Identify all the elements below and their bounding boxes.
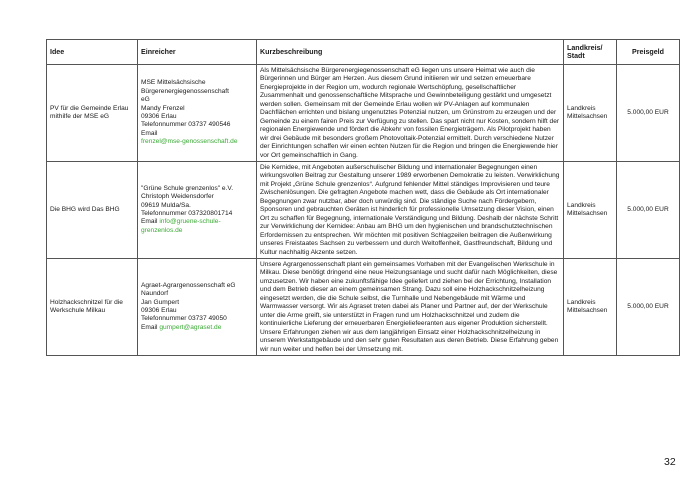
description-cell: Die Kernidee, mit Angeboten außerschulischer Bildung und internationaler Begegnungen einen wirkungsvollen Beitrag zur Gestaltung unserer 1989 erworbenen Demokratie zu leisten. Verwirklichung mit Projekt „Grüne Schule grenzenlos“. Aufgrund fehlender Mittel ständiges Improvisieren und teure Zwischenlösungen. Die gefragten Angebote machen wett, dass die Gebäude als Ort internationaler Begegnungen zwar nutzbar, aber doch unwürdig sind. Die ständige Suche nach Fördergebern, Sponsoren und gebrauchten Geräten ist hinderlich für professionelle Umsetzung dieser Vision, einen Ort zu schaffen für Begegnung, internationale Verständigung und Bildung. Deshalb der nächste Schritt zur Verwirklichung der Kernidee: Anbau am BHG um den hygienischen und brandschutztechnischen Erfordernissen zu entsprechen. Wir möchten mit positiven Schlagzeilen beitragen die Außenwirkung unseres Freistaates Sachsen zu verbessern und durch Weltoffenheit, Gastfreundschaft, Bildung und Kultur nachhaltig Akzente setzen. <box>257 161 564 258</box>
submitter-line: Naundorf <box>141 290 169 298</box>
district-cell: Landkreis Mittelsachsen <box>564 161 617 258</box>
submitter-line: "Grüne Schule grenzenlos" e.V. <box>141 184 234 192</box>
submitter-line: 09306 Erlau <box>141 112 177 120</box>
table-row <box>47 258 680 355</box>
district-cell: Landkreis Mittelsachsen <box>564 65 617 162</box>
submitter-line: 09619 Mulda/Sa. <box>141 201 191 209</box>
prize-cell: 5.000,00 EUR <box>617 258 680 355</box>
email-prefix: Email <box>141 218 160 226</box>
submitter-cell <box>138 65 257 162</box>
submitter-line: Christoph Weidensdorfer <box>141 193 214 201</box>
projects-table <box>46 39 680 356</box>
prize-cell: 5.000,00 EUR <box>617 65 680 162</box>
header-description: Kurzbeschreibung <box>257 40 564 65</box>
description-cell: Als Mittelsächsische Bürgerenergiegenossenschaft eG liegen uns unsere Heimat wie auch die Bürgerinnen und Bürger am Herzen. Aus diesem Grund initiieren wir und setzen erneuerbare Energieprojekte in der Region um, wodurch regionale Wertschöpfung, gesellschaftlicher Zusammenhalt und genossenschaftliche Mitsprache und Gewinnbeteiligung gestärkt und umgesetzt werden sollen. Gemeinsam mit der Gemeinde Erlau wollen wir PV-Anlagen auf kommunalen Dachflächen errichten und bislang ungenutztes Potenzial nutzen, um Grünstrom zu erzeugen und der Gemeinde zu einem fairen Preis zur Verfügung zu stellen. Das spart nicht nur Kosten, sondern hilft der regionalen Energiewende und fördert die Abkehr von fossilen Energieträgern. Als Pilotprojekt haben wir drei Gebäude mit besonders großem Photovoltaik-Potenzial ermittelt. Durch verschiedene Nutzer der Einrichtungen schaffen wir einen echten Nutzen für die Region und bringen die Energiewende hier vor Ort gemeinschaftlich in Gang. <box>257 65 564 162</box>
email-link[interactable]: gumpert@agraset.de <box>159 323 222 331</box>
header-prize: Preisgeld <box>617 40 680 65</box>
table-header-row <box>47 40 680 65</box>
submitter-line: Telefonnummer 037320801714 <box>141 209 233 217</box>
submitter-line: Jan Gumpert <box>141 298 180 306</box>
district-cell: Landkreis Mittelsachsen <box>564 258 617 355</box>
submitter-cell <box>138 258 257 355</box>
submitter-line: Email <box>141 129 158 137</box>
submitter-line: 09306 Erlau <box>141 306 177 314</box>
idea-cell: Holzhackschnitzel für die Werkschule Milkau <box>47 258 138 355</box>
email-prefix: Email <box>141 323 160 331</box>
submitter-line: eG <box>141 96 150 104</box>
submitter-line: MSE Mittelsächsische <box>141 79 206 87</box>
idea-cell: Die BHG wird Das BHG <box>47 161 138 258</box>
email-link[interactable]: info@gruene-schule-grenzenlos.de <box>141 218 221 234</box>
prize-cell: 5.000,00 EUR <box>617 161 680 258</box>
page-number: 32 <box>664 456 676 468</box>
submitter-cell <box>138 161 257 258</box>
email-link[interactable]: frenzel@mse-genossenschaft.de <box>141 138 238 146</box>
submitter-line: Agraet-Agrargenossenschaft eG <box>141 281 236 289</box>
header-idea: Idee <box>47 40 138 65</box>
idea-cell: PV für die Gemeinde Erlau mithilfe der MSE eG <box>47 65 138 162</box>
submitter-line: Telefonnummer 03737 490546 <box>141 121 231 129</box>
submitter-line: Mandy Frenzel <box>141 104 185 112</box>
header-district <box>564 40 617 65</box>
submitter-line: Bürgerenergiegenossenschaft <box>141 87 229 95</box>
submitter-line: Telefonnummer 03737 49050 <box>141 315 227 323</box>
description-cell: Unsere Agrargenossenschaft plant ein gemeinsames Vorhaben mit der Evangelischen Werkschule in Milkau. Diese benötigt dringend eine neue Heizungsanlage und sucht dafür nach Möglichkeiten, diese umzusetzen. Wir haben eine zukunftsfähige Idee geliefert und ziehen bei der Errichtung, Installation und dem Betrieb dieser an einem gemeinsamen Strang. Dazu soll eine Holzhackschnitzelheizung eingesetzt werden, die die Schule selbst, die Turnhalle und Nebengebäude mit Wärme und Warmwasser versorgt. Wir als Agraset treten dabei als Planer und Partner auf, der der Werkschule unter die Arme greift, sie unterstützt in Fragen rund um Holzhackschnitzel und zudem die kontinuierliche Lieferung der erneuerbaren Energieliefeeranten aus eigener Produktion sicherstellt. Unsere Erfahrungen ziehen wir aus dem langjährigen Einsatz einer Holzhackschnitzelheizung in unserem Werkstattgebäude und den sehr guten Resultaten aus deren Betrieb. Diese Erfahrung geben wir nun weiter und helfen bei der Umsetzung mit. <box>257 258 564 355</box>
header-district-line1: Landkreis/ <box>567 43 603 52</box>
header-district-line2: Stadt <box>567 52 585 60</box>
table-row <box>47 65 680 162</box>
header-submitter: Einreicher <box>138 40 257 65</box>
table-row <box>47 161 680 258</box>
